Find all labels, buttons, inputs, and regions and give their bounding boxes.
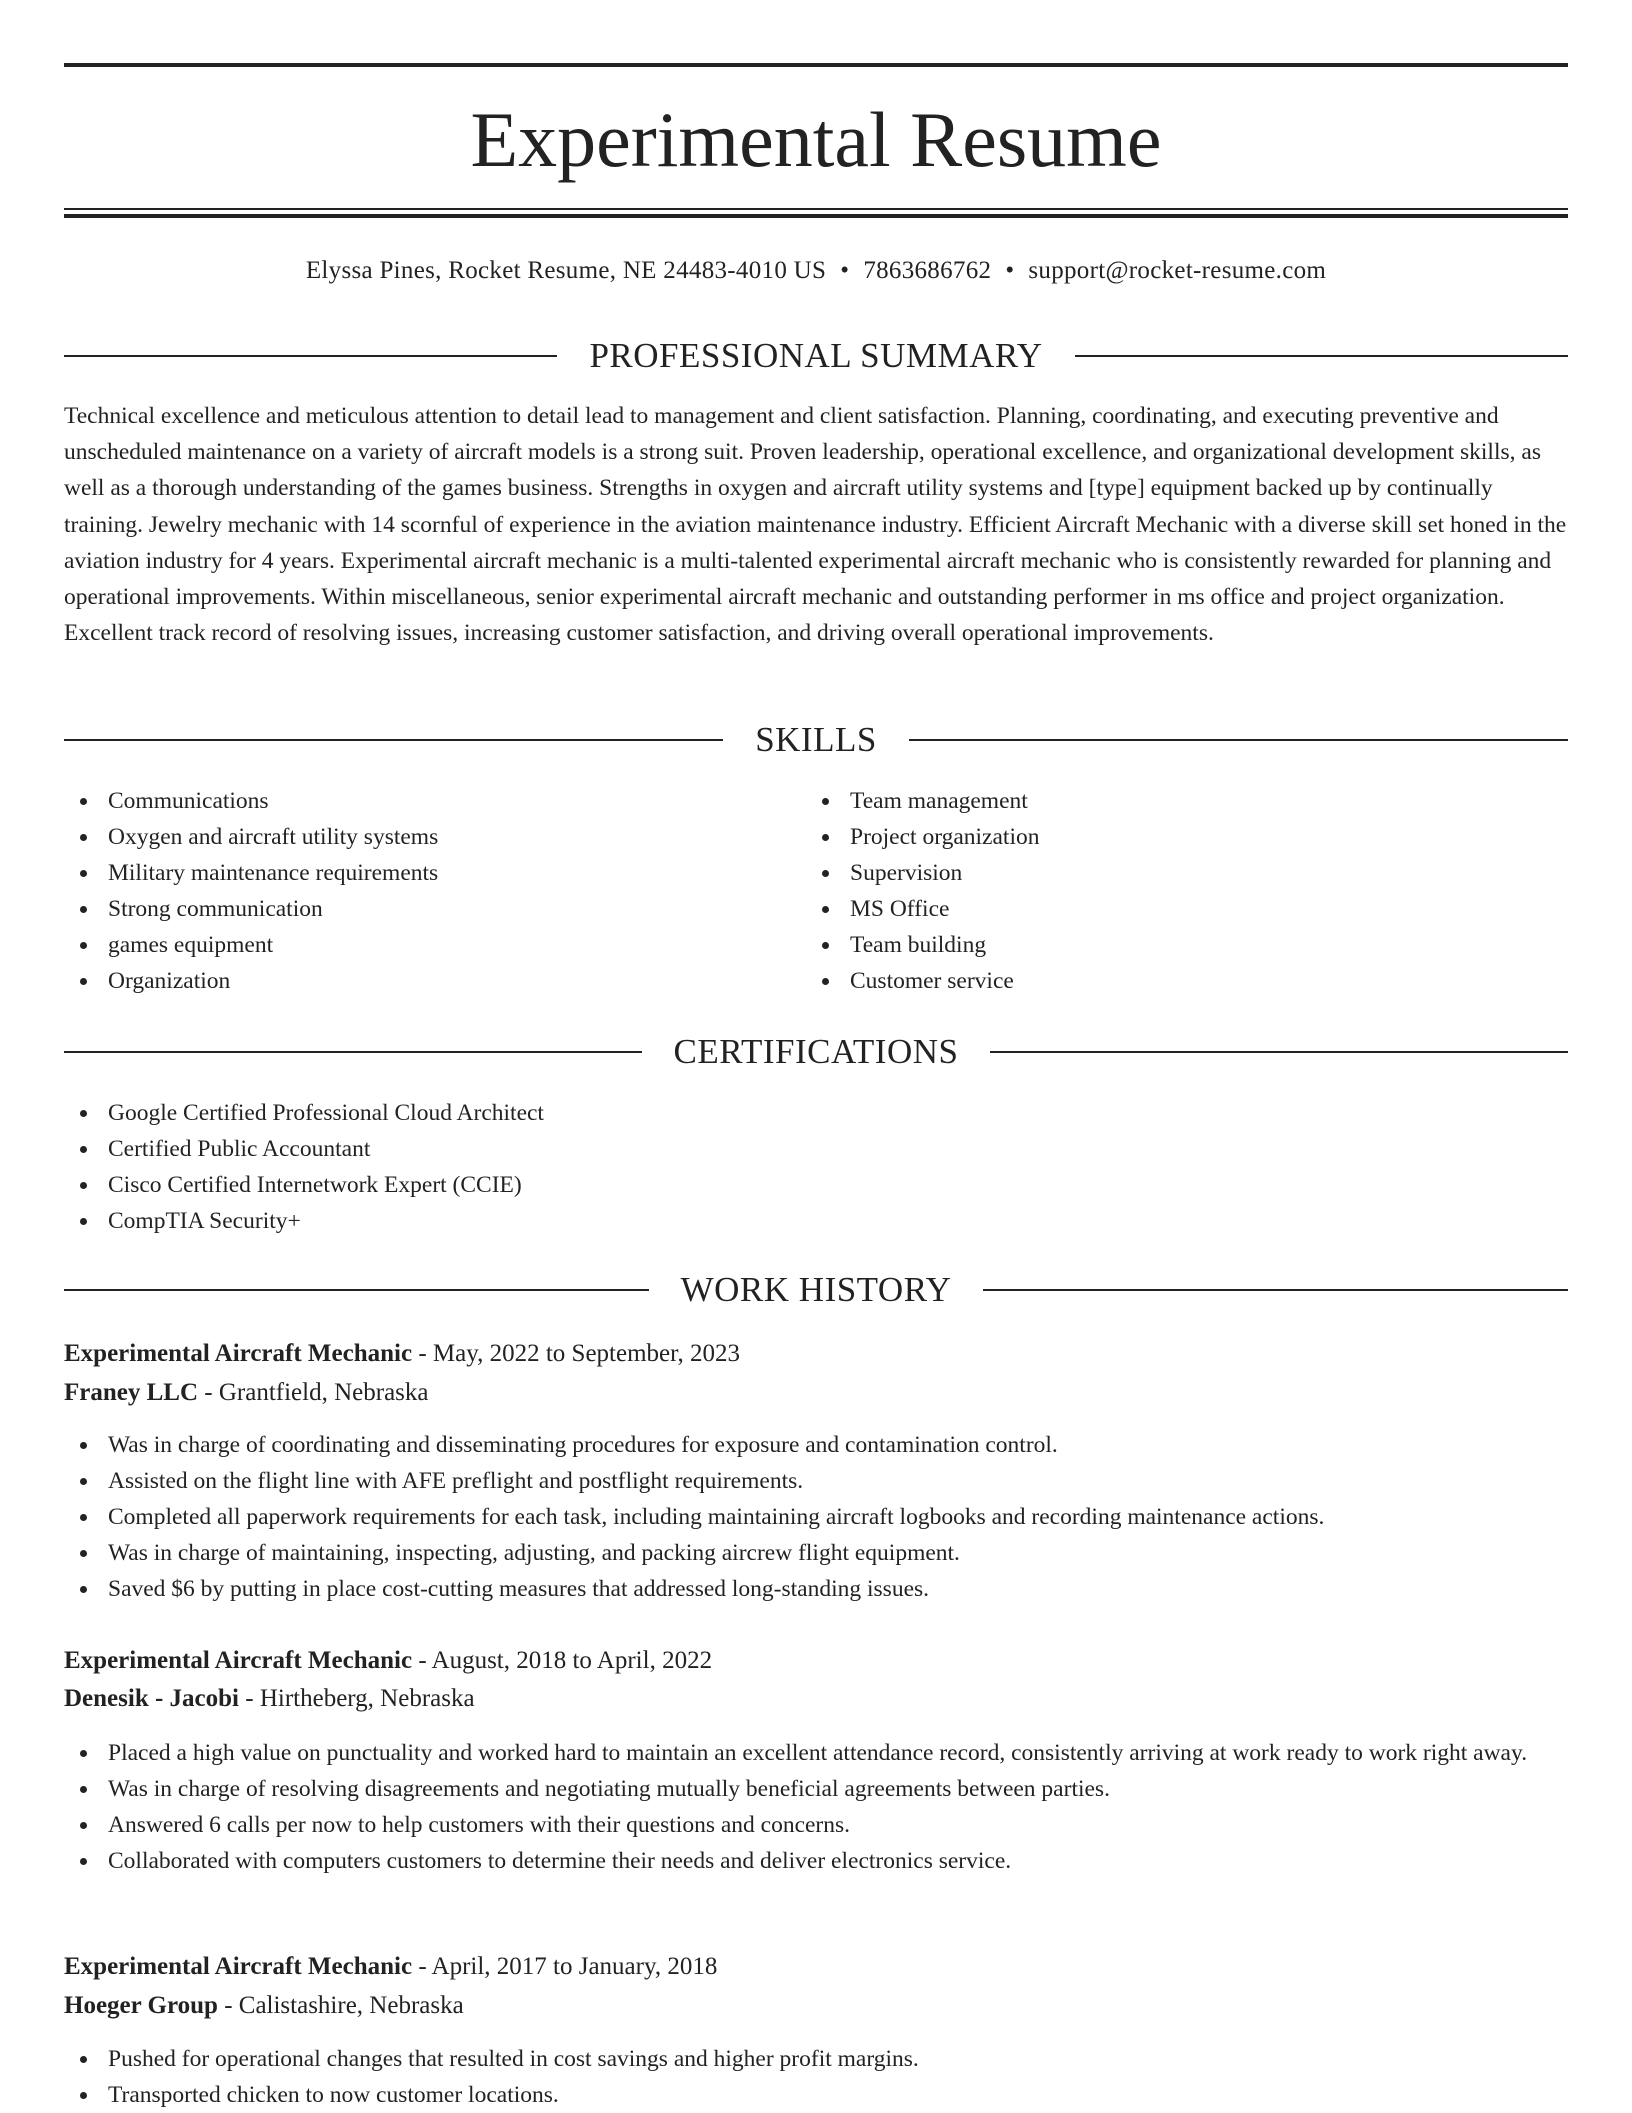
contact-address: Elyssa Pines, Rocket Resume, NE 24483-4010 US <box>305 257 827 284</box>
job-bullet: Completed all paperwork requirements for each task, including maintaining aircraft logbooks and recording maintenance actions. <box>64 1499 1568 1535</box>
contact-separator: • <box>1005 257 1015 284</box>
heading-rule <box>64 355 557 357</box>
section-heading-certifications <box>64 1032 1568 1072</box>
job-bullets <box>64 2041 1568 2113</box>
certification-item: Cisco Certified Internetwork Expert (CCIE) <box>64 1167 1568 1203</box>
skill-item: Team building <box>806 927 1546 963</box>
job-company: Hoeger Group <box>64 1992 218 2019</box>
contact-phone: 7863686762 <box>863 257 992 284</box>
job-title-line <box>64 1643 1568 1679</box>
section-heading-summary <box>64 336 1568 376</box>
job-company: Franey LLC <box>64 1379 199 1406</box>
job-bullet: Transported chicken to now customer locations. <box>64 2077 1568 2113</box>
job-company-line <box>64 1681 1568 1717</box>
job-company-line <box>64 1988 1568 2024</box>
job-bullet: Assisted on the flight line with AFE preflight and postflight requirements. <box>64 1463 1568 1499</box>
section-heading-work-history <box>64 1270 1568 1310</box>
job-company-line <box>64 1375 1568 1411</box>
heading-rule <box>909 739 1568 741</box>
summary-text: Technical excellence and meticulous attention to detail lead to management and client satisfaction. Planning, coordinating, and executing preventive and unscheduled maintenance on a variety of aircraft models is a strong suit. Proven leadership, operational excellence, and organizational development skills, as well as a thorough understanding of the games business. Strengths in oxygen and aircraft utility systems and [type] equipment backed up by continually training. Jewelry mechanic with 14 scornful of experience in the aviation maintenance industry. Efficient Aircraft Mechanic with a diverse skill set honed in the aviation industry for 4 years. Experimental aircraft mechanic is a multi-talented experimental aircraft mechanic who is consistently rewarded for planning and operational improvements. Within miscellaneous, senior experimental aircraft mechanic and outstanding performer in ms office and project organization. Excellent track record of resolving issues, increasing customer satisfaction, and driving overall operational improvements. <box>64 403 1567 647</box>
section-title: WORK HISTORY <box>680 1270 952 1309</box>
skill-item: Supervision <box>806 855 1546 891</box>
job-bullet: Answered 6 calls per now to help customers with their questions and concerns. <box>64 1807 1568 1843</box>
skill-item: Customer service <box>806 963 1546 999</box>
job-bullet: Was in charge of coordinating and disseminating procedures for exposure and contamination control. <box>64 1427 1568 1463</box>
skill-item: Strong communication <box>64 891 804 927</box>
certification-item: Certified Public Accountant <box>64 1131 1568 1167</box>
job-bullets <box>64 1427 1568 1607</box>
section-title: CERTIFICATIONS <box>673 1032 959 1071</box>
certifications-list <box>64 1095 1568 1239</box>
section-heading-skills <box>64 720 1568 760</box>
skill-item: Team management <box>806 783 1546 819</box>
contact-email: support@rocket-resume.com <box>1028 257 1327 284</box>
heading-rule <box>64 739 723 741</box>
job-bullet: Was in charge of maintaining, inspecting, adjusting, and packing aircrew flight equipment. <box>64 1535 1568 1571</box>
heading-rule <box>64 1051 642 1053</box>
job-bullet: Collaborated with computers customers to determine their needs and deliver electronics service. <box>64 1843 1568 1879</box>
job-bullet: Placed a high value on punctuality and worked hard to maintain an excellent attendance record, consistently arriving at work ready to work right away. <box>64 1735 1568 1771</box>
skill-item: Organization <box>64 963 804 999</box>
skill-item: games equipment <box>64 927 804 963</box>
job-bullets <box>64 1735 1568 1879</box>
heading-rule <box>1075 355 1568 357</box>
skill-item: MS Office <box>806 891 1546 927</box>
job-bullet: Pushed for operational changes that resulted in cost savings and higher profit margins. <box>64 2041 1568 2077</box>
skill-item: Project organization <box>806 819 1546 855</box>
job-dates: - August, 2018 to April, 2022 <box>412 1647 713 1674</box>
top-rule <box>64 63 1568 67</box>
skill-item: Military maintenance requirements <box>64 855 804 891</box>
job-dates: - April, 2017 to January, 2018 <box>412 1953 718 1980</box>
section-title: PROFESSIONAL SUMMARY <box>589 336 1043 375</box>
skill-item: Oxygen and aircraft utility systems <box>64 819 804 855</box>
job-location: - Grantfield, Nebraska <box>198 1379 429 1406</box>
title-double-rule <box>64 208 1568 218</box>
skills-list-right <box>806 783 1546 999</box>
job-bullet: Saved $6 by putting in place cost-cutting measures that addressed long-standing issues. <box>64 1571 1568 1607</box>
job-company: Denesik - Jacobi <box>64 1685 239 1712</box>
job-location: - Calistashire, Nebraska <box>217 1992 464 2019</box>
job-location: - Hirtheberg, Nebraska <box>239 1685 475 1712</box>
heading-rule <box>64 1289 649 1291</box>
heading-rule <box>990 1051 1568 1053</box>
contact-line <box>64 254 1568 288</box>
resume-title: Experimental Resume <box>470 96 1162 183</box>
skills-list-left <box>64 783 804 999</box>
job-dates: - May, 2022 to September, 2023 <box>412 1340 740 1367</box>
contact-separator: • <box>840 257 850 284</box>
certification-item: Google Certified Professional Cloud Architect <box>64 1095 1568 1131</box>
skill-item: Communications <box>64 783 804 819</box>
certification-item: CompTIA Security+ <box>64 1203 1568 1239</box>
job-bullet: Was in charge of resolving disagreements and negotiating mutually beneficial agreements between parties. <box>64 1771 1568 1807</box>
job-title-line <box>64 1336 1568 1372</box>
heading-rule <box>983 1289 1568 1291</box>
job-title: Experimental Aircraft Mechanic <box>64 1953 413 1980</box>
job-title: Experimental Aircraft Mechanic <box>64 1340 413 1367</box>
job-title: Experimental Aircraft Mechanic <box>64 1647 413 1674</box>
job-title-line <box>64 1949 1568 1985</box>
section-title: SKILLS <box>755 720 877 759</box>
